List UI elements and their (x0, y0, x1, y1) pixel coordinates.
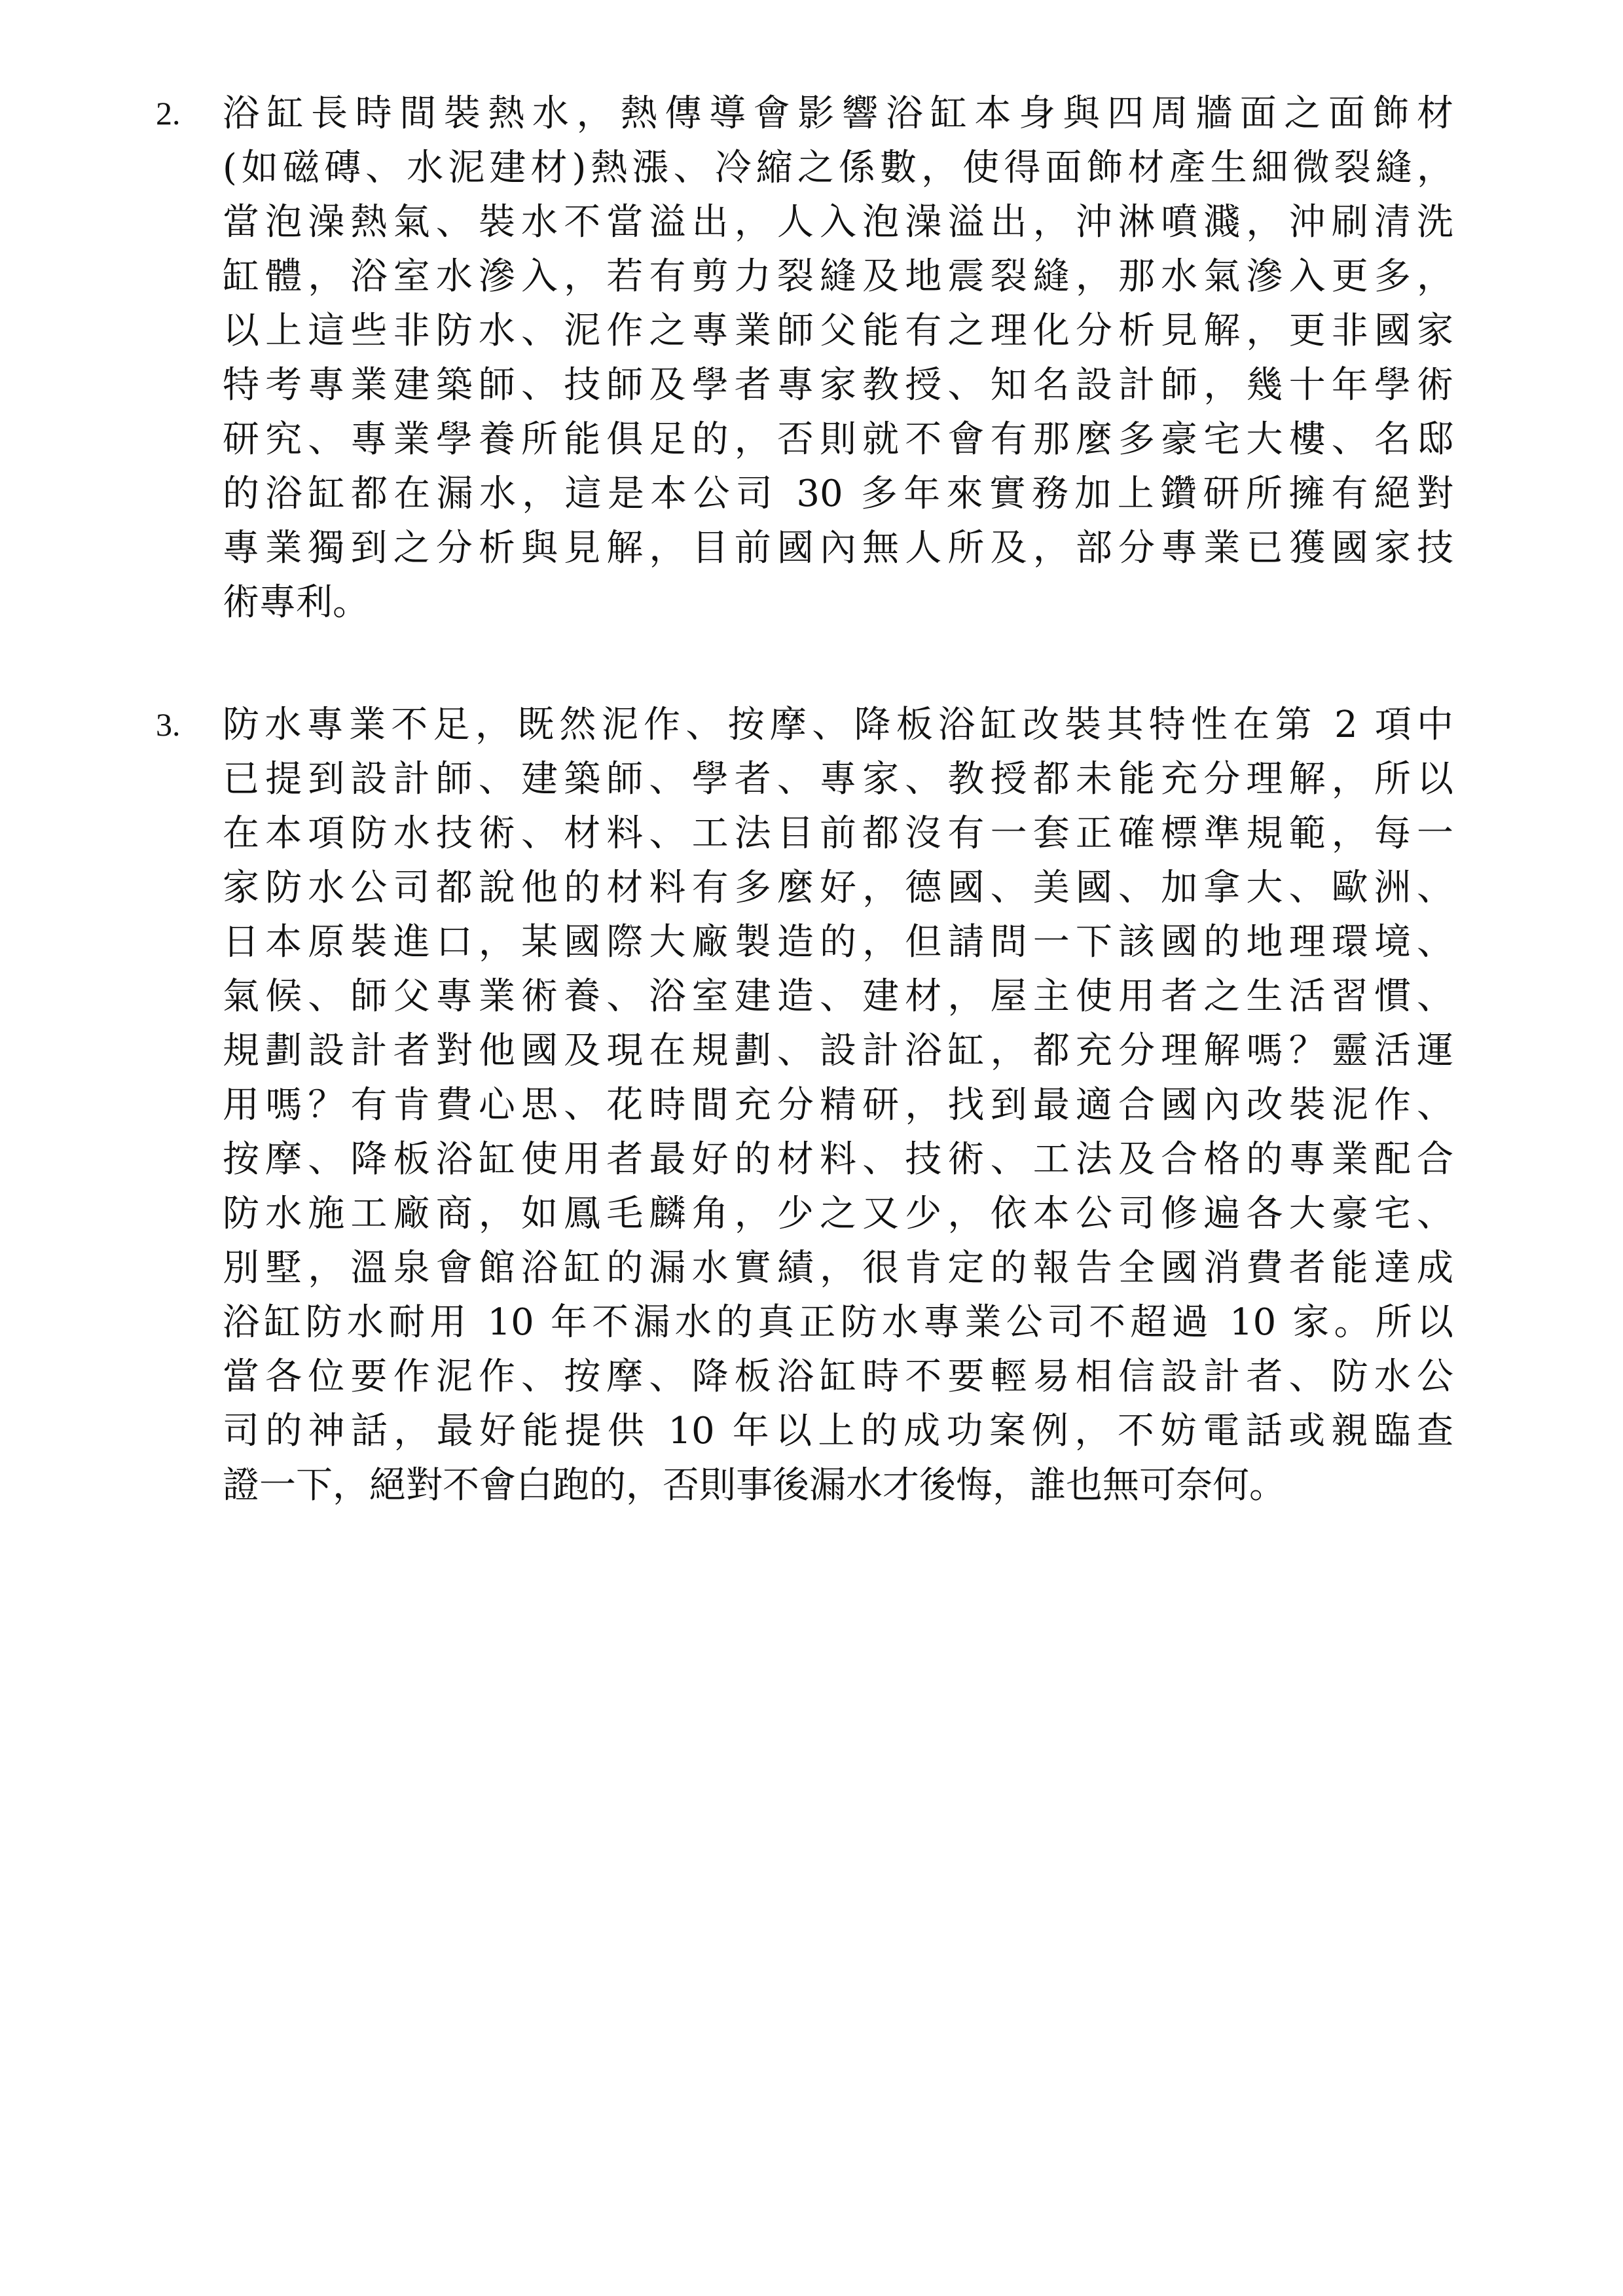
paragraph-line: 專業獨到之分析與見解，目前國內無人所及，部分專業已獲國家技 (223, 527, 1453, 569)
paragraph-line: 研究、專業學養所能俱足的，否則就不會有那麼多豪宅大樓、名邸 (223, 418, 1453, 461)
list-item-number: 3. (156, 706, 181, 743)
paragraph-line: 家防水公司都說他的材料有多麼好，德國、美國、加拿大、歐洲、 (223, 867, 1453, 909)
paragraph-line: 特考專業建築師、技師及學者專家教授、知名設計師，幾十年學術 (223, 364, 1453, 406)
paragraph-line: 當各位要作泥作、按摩、降板浴缸時不要輕易相信設計者、防水公 (223, 1355, 1453, 1398)
paragraph-line: 別墅，溫泉會館浴缸的漏水實績，很肯定的報告全國消費者能達成 (223, 1247, 1453, 1289)
paragraph-line: 日本原裝進口，某國際大廠製造的，但請問一下該國的地理環境、 (223, 921, 1453, 963)
paragraph-line: 氣候、師父專業術養、浴室建造、建材，屋主使用者之生活習慣、 (223, 975, 1453, 1018)
paragraph-line: (如磁磚、水泥建材)熱漲、冷縮之係數，使得面飾材產生細微裂縫， (223, 147, 1453, 189)
paragraph-line: 用嗎？有肯費心思、花時間充分精研，找到最適合國內改裝泥作、 (223, 1084, 1453, 1126)
paragraph-line: 按摩、降板浴缸使用者最好的材料、技術、工法及合格的專業配合 (223, 1138, 1453, 1181)
paragraph-line: 已提到設計師、建築師、學者、專家、教授都未能充分理解，所以 (223, 758, 1453, 800)
paragraph-line: 證一下，絕對不會白跑的，否則事後漏水才後悔，誰也無可奈何。 (223, 1464, 1286, 1507)
paragraph-line: 在本項防水技術、材料、工法目前都沒有一套正確標準規範，每一 (223, 812, 1453, 855)
paragraph-line: 司的神話，最好能提供 10 年以上的成功案例，不妨電話或親臨查 (223, 1410, 1453, 1452)
paragraph-line: 浴缸長時間裝熱水，熱傳導會影響浴缸本身與四周牆面之面飾材 (223, 92, 1453, 135)
paragraph-line: 防水專業不足，既然泥作、按摩、降板浴缸改裝其特性在第 2 項中 (223, 704, 1453, 746)
paragraph-line: 當泡澡熱氣、裝水不當溢出，人入泡澡溢出，沖淋噴濺，沖刷清洗 (223, 201, 1453, 243)
paragraph-line: 浴缸防水耐用 10 年不漏水的真正防水專業公司不超過 10 家。所以 (223, 1301, 1453, 1344)
paragraph-line: 防水施工廠商，如鳳毛麟角，少之又少，依本公司修遍各大豪宅、 (223, 1193, 1453, 1235)
paragraph-line: 的浴缸都在漏水，這是本公司 30 多年來實務加上鑽研所擁有絕對 (223, 473, 1453, 515)
list-item-number: 2. (156, 95, 181, 132)
paragraph-line: 術專利。 (223, 581, 369, 624)
paragraph-line: 以上這些非防水、泥作之專業師父能有之理化分析見解，更非國家 (223, 310, 1453, 352)
paragraph-line: 缸體，浴室水滲入，若有剪力裂縫及地震裂縫，那水氣滲入更多， (223, 255, 1453, 298)
paragraph-line: 規劃設計者對他國及現在規劃、設計浴缸，都充分理解嗎？靈活運 (223, 1030, 1453, 1072)
